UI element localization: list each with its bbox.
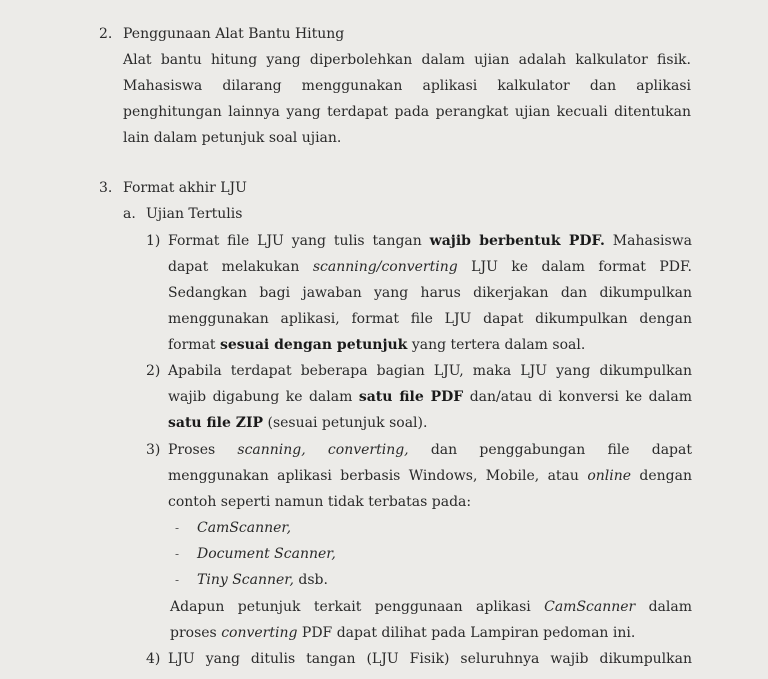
item-4-line-1: LJU yang ditulis tangan (LJU Fisik) seluruhnya wajib dikumpulkan [168,651,692,667]
item-1-line-3: Sedangkan bagi jawaban yang harus dikerjakan dan dikumpulkan [168,285,692,301]
bullet-item-tiny-scanner: Tiny Scanner, dsb. [197,572,328,588]
section-2-number: 2. [99,26,113,42]
section-2-title: Penggunaan Alat Bantu Hitung [123,26,345,42]
item-3-note-line-1: Adapun petunjuk terkait penggunaan aplikasi CamScanner dalam [170,599,693,615]
subsection-a-title: Ujian Tertulis [146,206,243,222]
bullet-item-document-scanner: Document Scanner, [197,546,336,562]
item-4-number: 4) [146,651,161,667]
item-3-line-1: Proses scanning, converting, dan penggabungan file dapat [168,442,692,458]
section-3-number: 3. [99,180,113,196]
item-1-line-2: dapat melakukan scanning/converting LJU ke dalam format PDF. [168,259,692,275]
item-2-number: 2) [146,363,161,379]
section-2-line-4: lain dalam petunjuk soal ujian. [123,130,342,146]
item-3-note-line-2: proses converting PDF dapat dilihat pada Lampiran pedoman ini. [170,625,636,641]
item-1-line-1: Format file LJU yang tulis tangan wajib berbentuk PDF. Mahasiswa [168,233,692,249]
item-2-line-1: Apabila terdapat beberapa bagian LJU, maka LJU yang dikumpulkan [168,363,692,379]
item-2-line-3: satu file ZIP (sesuai petunjuk soal). [168,415,428,431]
section-2-line-1: Alat bantu hitung yang diperbolehkan dalam ujian adalah kalkulator fisik. [123,52,691,68]
item-3-line-2: menggunakan aplikasi berbasis Windows, Mobile, atau online dengan [168,468,692,484]
item-3-line-3: contoh seperti namun tidak terbatas pada: [168,494,472,510]
item-1-number: 1) [146,233,161,249]
section-3-title: Format akhir LJU [123,180,247,196]
item-2-line-2: wajib digabung ke dalam satu file PDF dan/atau di konversi ke dalam [168,389,693,405]
subsection-a-label: a. [123,206,136,222]
bullet-item-camscanner: CamScanner, [197,520,292,536]
section-2-line-2: Mahasiswa dilarang menggunakan aplikasi kalkulator dan aplikasi [123,78,691,94]
bullet-mark: - [175,521,180,535]
item-3-number: 3) [146,442,161,458]
item-1-line-4: menggunakan aplikasi, format file LJU dapat dikumpulkan dengan [168,311,692,327]
item-1-line-5: format sesuai dengan petunjuk yang tertera dalam soal. [168,337,586,353]
section-2-line-3: penghitungan lainnya yang terdapat pada perangkat ujian kecuali ditentukan [123,104,691,120]
bullet-mark: - [175,573,180,587]
bullet-mark: - [175,547,180,561]
